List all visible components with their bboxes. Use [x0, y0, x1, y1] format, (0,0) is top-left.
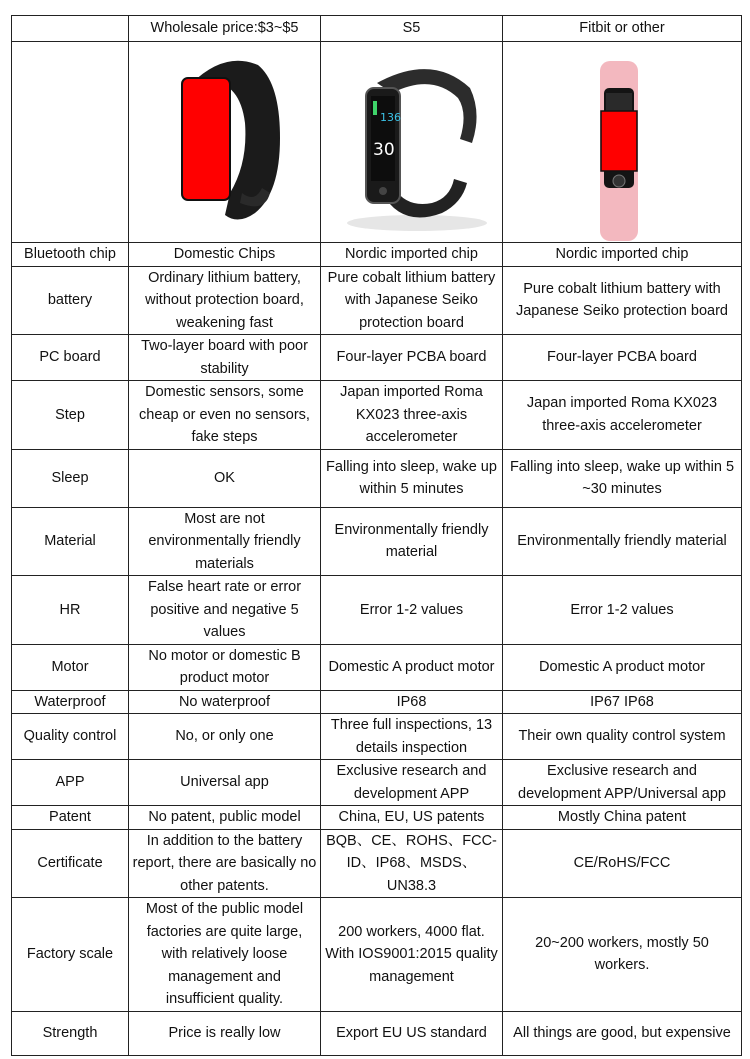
cell-other: Domestic A product motor — [503, 644, 742, 690]
row-label: Patent — [12, 806, 129, 830]
cell-wholesale: No waterproof — [129, 690, 321, 714]
cell-wholesale: Domestic Chips — [129, 243, 321, 267]
image-cell-other — [503, 42, 742, 243]
comparison-table — [11, 15, 742, 1056]
row-label: PC board — [12, 335, 129, 381]
cell-s5: Three full inspections, 13 details inspection — [321, 714, 503, 760]
row-label: Strength — [12, 1011, 129, 1055]
row-label: Material — [12, 507, 129, 576]
cell-wholesale: In addition to the battery report, there are basically no other patents. — [129, 829, 321, 898]
s5-band-image — [322, 43, 502, 242]
cell-other: Four-layer PCBA board — [503, 335, 742, 381]
table-row — [12, 266, 742, 335]
row-label: Quality control — [12, 714, 129, 760]
table-row — [12, 381, 742, 450]
row-label: Factory scale — [12, 898, 129, 1012]
table-row — [12, 449, 742, 507]
cell-other: Falling into sleep, wake up within 5 ~30 minutes — [503, 449, 742, 507]
cell-s5: Environmentally friendly material — [321, 507, 503, 576]
image-cell-s5 — [321, 42, 503, 243]
cell-s5: Error 1-2 values — [321, 576, 503, 645]
row-label: Bluetooth chip — [12, 243, 129, 267]
cell-s5: 200 workers, 4000 flat. With IOS9001:2015 quality management — [321, 898, 503, 1012]
cell-s5: China, EU, US patents — [321, 806, 503, 830]
cell-wholesale: No, or only one — [129, 714, 321, 760]
wholesale-band-image — [130, 43, 320, 242]
row-label: HR — [12, 576, 129, 645]
row-label: Motor — [12, 644, 129, 690]
cell-wholesale: No motor or domestic B product motor — [129, 644, 321, 690]
table-row — [12, 243, 742, 267]
cell-other: Mostly China patent — [503, 806, 742, 830]
row-label: battery — [12, 266, 129, 335]
cell-wholesale: Most of the public model factories are quite large, with relatively loose management and insufficient quality. — [129, 898, 321, 1012]
image-cell-empty — [12, 42, 129, 243]
row-label: APP — [12, 760, 129, 806]
cell-wholesale: False heart rate or error positive and negative 5 values — [129, 576, 321, 645]
cell-s5: Falling into sleep, wake up within 5 minutes — [321, 449, 503, 507]
cell-wholesale: Domestic sensors, some cheap or even no sensors, fake steps — [129, 381, 321, 450]
row-label: Waterproof — [12, 690, 129, 714]
cell-wholesale: Price is really low — [129, 1011, 321, 1055]
table-row — [12, 898, 742, 1012]
table-row — [12, 714, 742, 760]
header-wholesale: Wholesale price:$3~$5 — [129, 16, 321, 42]
cell-s5: Domestic A product motor — [321, 644, 503, 690]
cell-other: All things are good, but expensive — [503, 1011, 742, 1055]
table-row — [12, 507, 742, 576]
cell-wholesale: Universal app — [129, 760, 321, 806]
table-row — [12, 644, 742, 690]
cell-other: Nordic imported chip — [503, 243, 742, 267]
image-row — [12, 42, 742, 243]
cell-other: 20~200 workers, mostly 50 workers. — [503, 898, 742, 1012]
cell-wholesale: Two-layer board with poor stability — [129, 335, 321, 381]
cell-s5: Four-layer PCBA board — [321, 335, 503, 381]
cell-s5: IP68 — [321, 690, 503, 714]
row-label: Certificate — [12, 829, 129, 898]
fitbit-band-image — [504, 43, 740, 242]
image-cell-wholesale — [129, 42, 321, 243]
table-row — [12, 806, 742, 830]
table-row — [12, 690, 742, 714]
cell-s5: Exclusive research and development APP — [321, 760, 503, 806]
cell-other: IP67 IP68 — [503, 690, 742, 714]
row-label: Sleep — [12, 449, 129, 507]
cell-other: Japan imported Roma KX023 three-axis accelerometer — [503, 381, 742, 450]
header-cell-empty — [12, 16, 129, 42]
s5-heart-readout: 136 — [379, 110, 401, 124]
cell-other: Exclusive research and development APP/Universal app — [503, 760, 742, 806]
cell-s5: Export EU US standard — [321, 1011, 503, 1055]
table-row — [12, 335, 742, 381]
header-s5: S5 — [321, 16, 503, 42]
table-row — [12, 576, 742, 645]
cell-s5: BQB、CE、ROHS、FCC-ID、IP68、MSDS、UN38.3 — [321, 829, 503, 898]
cell-s5: Nordic imported chip — [321, 243, 503, 267]
cell-other: Error 1-2 values — [503, 576, 742, 645]
row-label: Step — [12, 381, 129, 450]
cell-other: Pure cobalt lithium battery with Japanese Seiko protection board — [503, 266, 742, 335]
cell-other: Their own quality control system — [503, 714, 742, 760]
cell-s5: Pure cobalt lithium battery with Japanese Seiko protection board — [321, 266, 503, 335]
cell-wholesale: No patent, public model — [129, 806, 321, 830]
header-other: Fitbit or other — [503, 16, 742, 42]
table-row — [12, 1011, 742, 1055]
cell-s5: Japan imported Roma KX023 three-axis accelerometer — [321, 381, 503, 450]
cell-other: Environmentally friendly material — [503, 507, 742, 576]
table-row — [12, 829, 742, 898]
s5-steps-readout: 30 — [372, 139, 395, 160]
cell-wholesale: Ordinary lithium battery, without protection board, weakening fast — [129, 266, 321, 335]
header-row — [12, 16, 742, 42]
cell-other: CE/RoHS/FCC — [503, 829, 742, 898]
cell-wholesale: Most are not environmentally friendly materials — [129, 507, 321, 576]
cell-wholesale: OK — [129, 449, 321, 507]
table-row — [12, 760, 742, 806]
